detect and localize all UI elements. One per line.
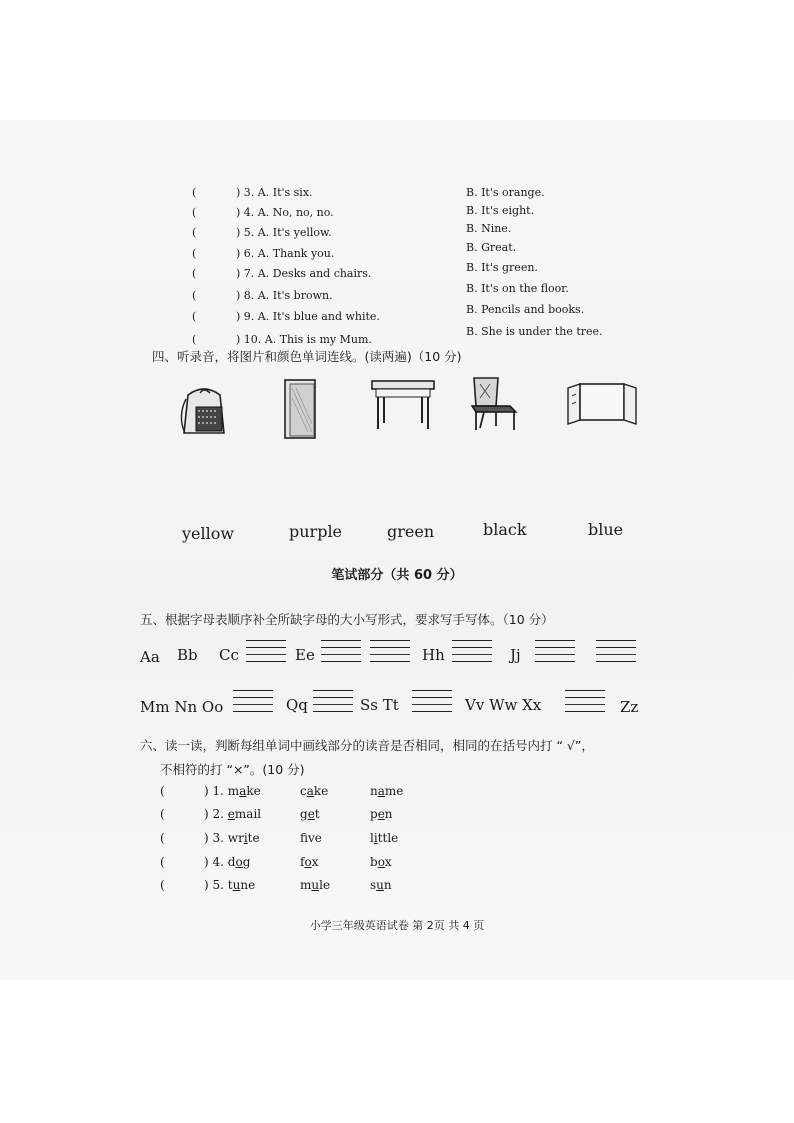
letter-pair: Bb: [177, 646, 198, 664]
letter-pair: Qq: [286, 696, 308, 714]
option-b: B. It's on the floor.: [466, 282, 569, 295]
option-b: B. Nine.: [466, 222, 512, 235]
writing-lines[interactable]: [370, 640, 410, 668]
blackboard-picture: [566, 382, 638, 430]
option-b: B. It's orange.: [466, 186, 545, 199]
question-row: ( ) 8. A. It's brown.: [192, 289, 333, 302]
section4-title: 四、听录音，将图片和颜色单词连线。(读两遍)（10 分): [152, 349, 462, 364]
question-row: ( ) 10. A. This is my Mum.: [192, 333, 372, 346]
letter-group: Ss Tt: [360, 696, 399, 714]
letter-pair: Jj: [510, 646, 521, 664]
book-picture: [282, 378, 322, 440]
writing-lines[interactable]: [596, 640, 636, 668]
option-b: B. She is under the tree.: [466, 325, 603, 338]
section6-title-cont: 不相符的打 “×”。(10 分): [160, 762, 305, 777]
phonics-row: ( ) 5. tune mule sun: [160, 878, 392, 892]
letter-pair: Zz: [620, 698, 639, 716]
writing-lines[interactable]: [412, 690, 452, 718]
option-b: B. Great.: [466, 241, 517, 254]
writing-lines[interactable]: [233, 690, 273, 718]
phonics-row: ( ) 2. email get pen: [160, 807, 393, 821]
color-word: yellow: [182, 524, 235, 543]
writing-lines[interactable]: [565, 690, 605, 718]
bag-picture: [176, 385, 232, 439]
color-word: blue: [588, 520, 624, 539]
option-b: B. It's eight.: [466, 204, 535, 217]
color-word: black: [483, 520, 527, 539]
question-row: ( ) 9. A. It's blue and white.: [192, 310, 380, 323]
letter-pair: Cc: [219, 646, 239, 664]
writing-lines[interactable]: [452, 640, 492, 668]
question-row: ( ) 7. A. Desks and chairs.: [192, 267, 372, 280]
writing-lines[interactable]: [246, 640, 286, 668]
chair-picture: [466, 376, 520, 432]
option-b: B. It's green.: [466, 261, 538, 274]
letter-group: Mm Nn Oo: [140, 698, 224, 716]
writing-lines[interactable]: [535, 640, 575, 668]
section5-title: 五、根据字母表顺序补全所缺字母的大小写形式，要求写手写体。（10 分）: [140, 612, 554, 627]
question-row: ( ) 5. A. It's yellow.: [192, 226, 332, 239]
color-word: purple: [289, 522, 343, 541]
letter-pair: Hh: [422, 646, 445, 664]
section6-title: 六、读一读，判断每组单词中画线部分的读音是否相同，相同的在括号内打 “ √”，: [140, 738, 594, 753]
option-b: B. Pencils and books.: [466, 303, 585, 316]
phonics-row: ( ) 1. make cake name: [160, 784, 404, 798]
scanned-page-background: [0, 120, 794, 980]
question-row: ( ) 3. A. It's six.: [192, 186, 313, 199]
page-footer: 小学三年级英语试卷 第 2页 共 4 页: [309, 919, 485, 932]
writing-lines[interactable]: [321, 640, 361, 668]
letter-pair: Aa: [140, 648, 160, 666]
written-part-title: 笔试部分（共 60 分）: [331, 568, 463, 583]
phonics-row: ( ) 3. write fve little: [160, 831, 399, 845]
desk-picture: [370, 379, 436, 431]
question-row: ( ) 6. A. Thank you.: [192, 247, 335, 260]
letter-group: Vv Ww Xx: [465, 696, 542, 714]
color-word: green: [387, 522, 435, 541]
phonics-row: ( ) 4. dog fox box: [160, 855, 392, 869]
question-row: ( ) 4. A. No, no, no.: [192, 206, 334, 219]
writing-lines[interactable]: [313, 690, 353, 718]
letter-pair: Ee: [295, 646, 315, 664]
